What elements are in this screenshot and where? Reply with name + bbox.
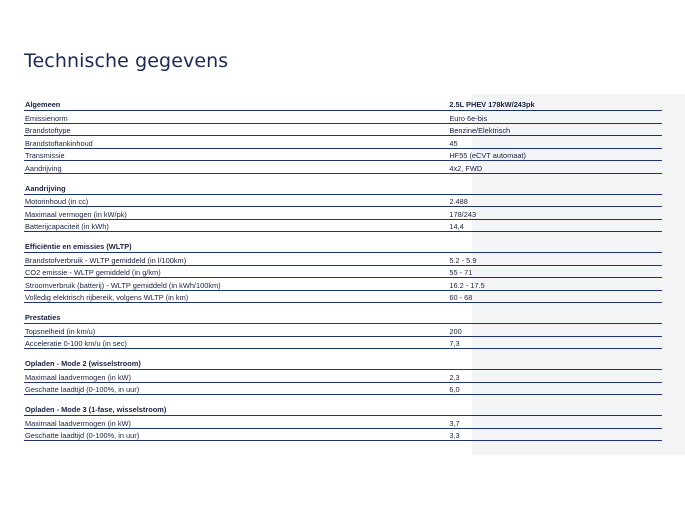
table-row bbox=[24, 416, 662, 429]
row-label: Brandstoftankinhoud bbox=[25, 138, 93, 148]
row-value: 200 bbox=[449, 326, 462, 336]
table-row bbox=[24, 207, 662, 220]
table-row bbox=[24, 124, 662, 137]
table-row bbox=[24, 278, 662, 291]
row-label: Topsnelheid (in km/u) bbox=[25, 326, 96, 336]
row-value: 3,3 bbox=[449, 431, 460, 440]
section-title: Efficiëntie en emissies (WLTP) bbox=[25, 242, 132, 251]
row-value: 6,0 bbox=[449, 385, 460, 394]
row-label: Maximaal vermogen (in kW/pk) bbox=[25, 209, 127, 219]
row-label: Aandrijving bbox=[25, 163, 62, 173]
row-label: Transmissie bbox=[25, 151, 65, 160]
header-label: Algemeen bbox=[25, 100, 61, 109]
row-value: 45 bbox=[449, 138, 458, 148]
table-row bbox=[24, 161, 662, 174]
row-value: 16.2 - 17.5 bbox=[449, 280, 485, 290]
table-row bbox=[24, 383, 662, 396]
row-value: Benzine/Elektrisch bbox=[449, 126, 511, 135]
row-value: 2,3 bbox=[449, 372, 460, 382]
row-label: CO2 emissie - WLTP gemiddeld (in g/km) bbox=[25, 268, 161, 277]
row-label: Brandstofverbruik - WLTP gemiddeld (in l/100km) bbox=[25, 255, 187, 265]
row-value: 178/243 bbox=[449, 209, 477, 219]
row-value: 55 - 71 bbox=[449, 268, 473, 277]
section-header bbox=[24, 395, 662, 416]
table-row bbox=[24, 291, 662, 304]
row-value: 14,4 bbox=[449, 222, 464, 231]
table-header-row bbox=[24, 94, 662, 111]
row-value: 7,3 bbox=[449, 339, 460, 348]
section-header bbox=[24, 232, 662, 253]
row-label: Maximaal laadvermogen (in kW) bbox=[25, 418, 131, 428]
section-title: Opladen - Mode 2 (wisselstroom) bbox=[25, 359, 141, 368]
table-row bbox=[24, 195, 662, 208]
section-title: Opladen - Mode 3 (1-fase, wisselstroom) bbox=[25, 405, 167, 414]
row-value: 5.2 - 5.9 bbox=[449, 255, 477, 265]
table-row bbox=[24, 429, 662, 442]
spec-table bbox=[24, 94, 662, 441]
row-value: 60 - 68 bbox=[449, 293, 473, 302]
row-label: Motorinhoud (in cc) bbox=[25, 197, 89, 206]
section-title: Aandrijving bbox=[25, 183, 66, 193]
row-label: Volledig elektrisch rijbereik, volgens WLTP (in km) bbox=[25, 293, 189, 302]
table-row bbox=[24, 253, 662, 266]
row-label: Stroomverbruik (batterij) - WLTP gemiddeld (in kWh/100km) bbox=[25, 280, 221, 290]
header-value: 2.5L PHEV 178kW/243pk bbox=[449, 100, 535, 109]
row-label: Emissienorm bbox=[25, 113, 68, 123]
table-row bbox=[24, 111, 662, 124]
table-row bbox=[24, 324, 662, 337]
table-row bbox=[24, 136, 662, 149]
section-header bbox=[24, 303, 662, 324]
row-value: 4x2, FWD bbox=[449, 163, 483, 173]
table-row bbox=[24, 266, 662, 279]
table-row bbox=[24, 370, 662, 383]
section-header bbox=[24, 174, 662, 195]
section-header bbox=[24, 349, 662, 370]
row-label: Brandstoftype bbox=[25, 126, 71, 135]
row-value: 2.488 bbox=[449, 197, 468, 206]
row-label: Maximaal laadvermogen (in kW) bbox=[25, 372, 131, 382]
row-label: Batterijcapaciteit (in kWh) bbox=[25, 222, 109, 231]
table-row bbox=[24, 220, 662, 233]
page-title: Technische gegevens bbox=[24, 50, 229, 72]
row-label: Geschatte laadtijd (0-100%, in uur) bbox=[25, 431, 140, 440]
table-row bbox=[24, 337, 662, 350]
section-title: Prestaties bbox=[25, 313, 61, 322]
table-row bbox=[24, 149, 662, 162]
row-value: Euro 6e-bis bbox=[449, 113, 488, 123]
row-label: Geschatte laadtijd (0-100%, in uur) bbox=[25, 385, 140, 394]
row-value: 3,7 bbox=[449, 418, 460, 428]
row-label: Acceleratie 0-100 km/u (in sec) bbox=[25, 339, 127, 348]
row-value: HF55 (eCVT automaat) bbox=[449, 151, 527, 160]
